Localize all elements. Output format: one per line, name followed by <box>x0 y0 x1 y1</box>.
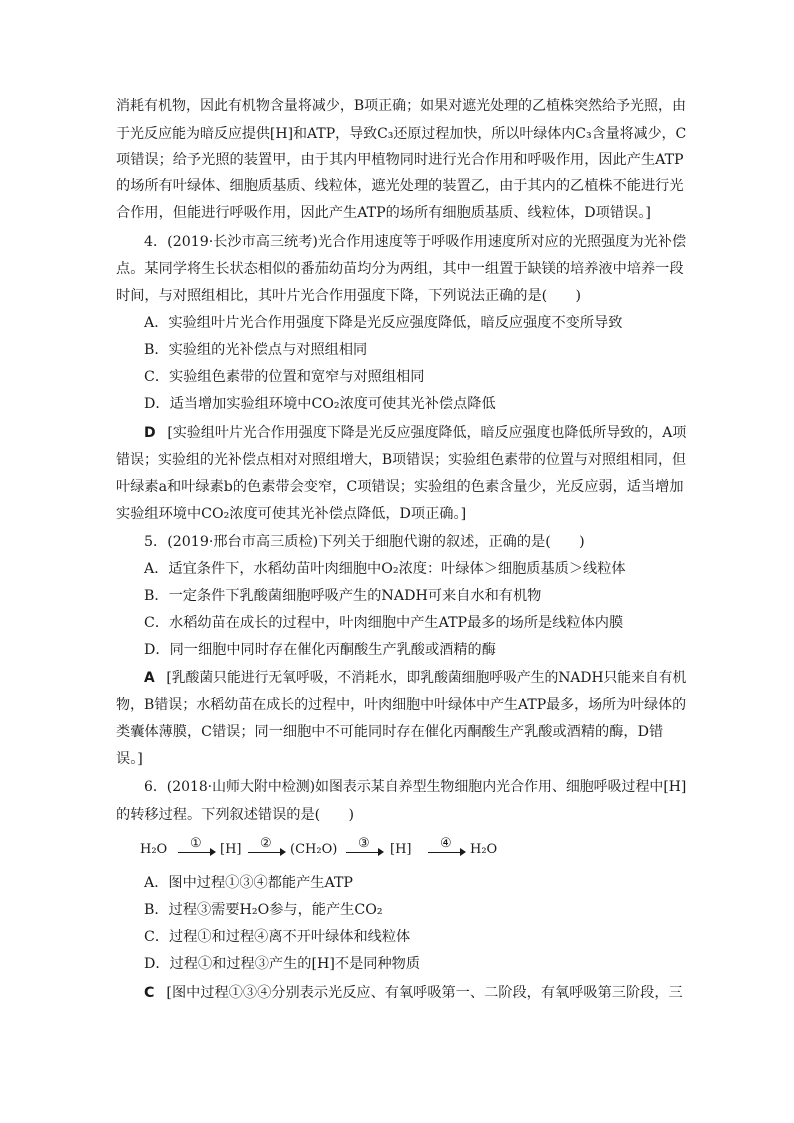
question-6-option-c: C．过程①和过程④离不开叶绿体和线粒体 <box>144 929 411 945</box>
answer-5-text: 物，B错误；水稻幼苗在成长的过程中，叶肉细胞中叶绿体中产生ATP最多，场所为叶绿体的 <box>116 697 687 713</box>
arrow-line <box>346 852 380 853</box>
equation-term: [H] <box>390 842 412 857</box>
answer-4-text: 错误；实验组的光补偿点相对对照组增大，B项错误；实验组色素带的位置与对照组相同，但 <box>116 452 686 468</box>
equation-term: (CH₂O) <box>290 842 338 857</box>
answer-4-text: [实验组叶片光合作用强度下降是光反应强度降低，暗反应强度也降低所导致的，A项 <box>167 425 687 441</box>
answer-6-line <box>144 983 683 1003</box>
answer-6-text: [图中过程①③④分别表示光反应、有氧呼吸第一、二阶段，有氧呼吸第三阶段，三 <box>166 985 683 1001</box>
equation-term: H₂O <box>140 842 168 857</box>
question-5-option-b: B．一定条件下乳酸菌细胞呼吸产生的NADH可来自水和有机物 <box>144 588 542 604</box>
answer-4-text: 实验组环境中CO₂浓度可使其光补偿点降低，D项正确。] <box>116 506 467 522</box>
reaction-arrow <box>178 838 216 864</box>
question-6-option-b: B．过程③需要H₂O参与，能产生CO₂ <box>144 902 383 918</box>
arrow-line <box>428 852 462 853</box>
answer-6-letter: C <box>144 985 155 1001</box>
text-line: 合作用，但能进行呼吸作用，因此产生ATP的场所有细胞质基质、线粒体，D项错误。] <box>116 205 651 221</box>
answer-5-letter: A <box>144 670 155 686</box>
text-line: 项错误；给予光照的装置甲，由于其内甲植物同时进行光合作用和呼吸作用，因此产生ATP <box>116 152 684 168</box>
answer-5-line <box>144 668 686 688</box>
answer-4-text: 叶绿素a和叶绿素b的色素带会变窄，C项错误；实验组的色素含量少，光反应弱，适当增加 <box>116 479 684 495</box>
arrowhead-icon <box>280 848 286 856</box>
text-line: 的场所有叶绿体、细胞质基质、线粒体，遮光处理的装置乙，由于其内的乙植株不能进行光 <box>116 178 684 194</box>
question-4-option-b: B．实验组的光补偿点与对照组相同 <box>144 342 368 358</box>
text-line: 于光反应能为暗反应提供[H]和ATP，导致C₃还原过程加快，所以叶绿体内C₃含量将减少，C <box>116 126 687 142</box>
question-5-stem: 5．(2019·邢台市高三质检)下列关于细胞代谢的叙述，正确的是( ) <box>144 534 585 550</box>
answer-5-text: 误。] <box>116 751 143 767</box>
question-5-option-a: A．适宜条件下，水稻幼苗叶肉细胞中O₂浓度：叶绿体＞细胞质基质＞线粒体 <box>144 561 626 577</box>
equation-term: [H] <box>220 842 242 857</box>
equation-term: H₂O <box>470 842 498 857</box>
text-line: 消耗有机物，因此有机物含量将减少，B项正确；如果对遮光处理的乙植株突然给予光照，由 <box>116 98 686 114</box>
question-4-option-d: D．适当增加实验组环境中CO₂浓度可使其光补偿点降低 <box>144 396 496 412</box>
question-6-option-d: D．过程①和过程③产生的[H]不是同种物质 <box>144 956 421 972</box>
question-4-stem: 4．(2019·长沙市高三统考)光合作用速度等于呼吸作用速度所对应的光照强度为光补偿 <box>144 234 687 250</box>
question-6-stem: 6．(2018·山师大附中检测)如图表示某自养型生物细胞内光合作用、细胞呼吸过程中[H] <box>144 779 687 795</box>
question-5-option-c: C．水稻幼苗在成长的过程中，叶肉细胞中产生ATP最多的场所是线粒体内膜 <box>144 615 624 631</box>
arrowhead-icon <box>460 848 466 856</box>
question-4-stem: 点。某同学将生长状态相似的番茄幼苗均分为两组，其中一组置于缺镁的培养液中培养一段 <box>116 261 684 277</box>
question-6-option-a: A．图中过程①③④都能产生ATP <box>144 875 353 891</box>
question-4-option-c: C．实验组色素带的位置和宽窄与对照组相同 <box>144 369 425 385</box>
question-6-stem: 的转移过程。下列叙述错误的是( ) <box>116 807 355 823</box>
arrowhead-icon <box>378 848 384 856</box>
answer-5-text: [乳酸菌只能进行无氧呼吸，不消耗水，即乳酸菌细胞呼吸产生的NADH只能来自有机 <box>166 670 687 686</box>
process-number: ① <box>190 836 202 851</box>
process-number: ③ <box>358 836 370 851</box>
hydrogen-transfer-equation <box>140 838 560 864</box>
question-4-stem: 时间，与对照组相比，其叶片光合作用强度下降，下列说法正确的是( ) <box>116 288 582 304</box>
question-5-option-d: D．同一细胞中同时存在催化丙酮酸生产乳酸或酒精的酶 <box>144 642 496 658</box>
question-4-option-a: A．实验组叶片光合作用强度下降是光反应强度降低，暗反应强度不变所导致 <box>144 315 623 331</box>
arrow-line <box>248 852 282 853</box>
arrow-line <box>178 852 212 853</box>
reaction-arrow <box>428 838 466 864</box>
reaction-arrow <box>346 838 384 864</box>
process-number: ② <box>260 836 272 851</box>
answer-4-letter: D <box>144 425 156 441</box>
arrowhead-icon <box>210 848 216 856</box>
reaction-arrow <box>248 838 286 864</box>
answer-4-line <box>144 423 686 443</box>
process-number: ④ <box>440 836 452 851</box>
answer-5-text: 类囊体薄膜，C错误；同一细胞中不可能同时存在催化丙酮酸生产乳酸或酒精的酶，D错 <box>116 724 664 740</box>
